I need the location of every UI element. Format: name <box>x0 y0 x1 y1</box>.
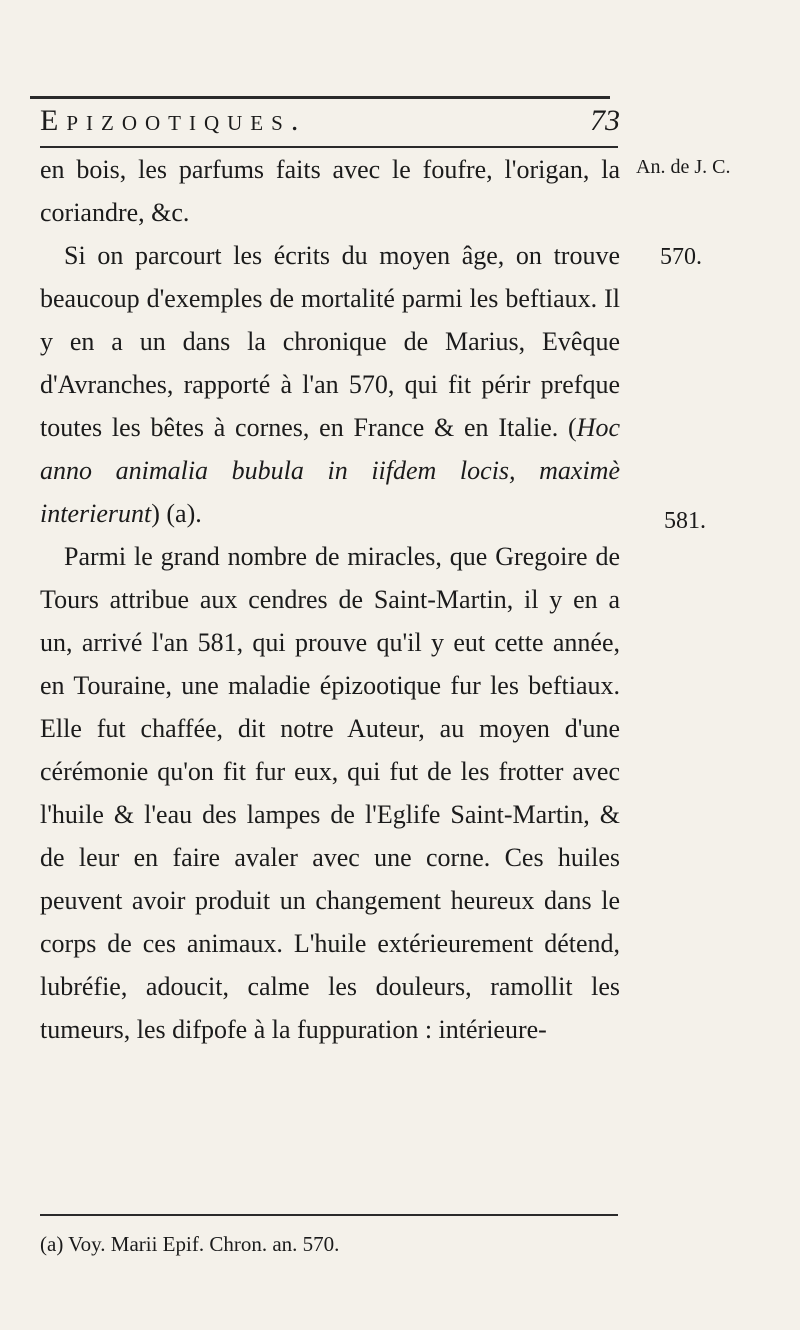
footnote: (a) Voy. Marii Epif. Chron. an. 570. <box>40 1232 340 1256</box>
margin-year-581: 581. <box>664 508 706 534</box>
footnote-reference: (a). <box>166 499 202 528</box>
paragraph-3: Parmi le grand nombre de miracles, que Gregoire de Tours attribue aux cendres de Saint-Martin, il y en a un, arrivé l'an 581, qui prouve qu'il y eut cette année, en Touraine, une maladie épizootique fur les beftiaux. Elle fut chaffée, dit notre Auteur, au moyen d'une cérémonie qu'on fit fur eux, qui fut de les frotter avec l'huile & l'eau des lampes de l'Eglife Saint-Martin, & de leur en faire avaler avec une corne. Ces huiles peuvent avoir produit un changement heureux dans le corps de ces animaux. L'huile extérieurement détend, lubréfie, adoucit, calme les douleurs, ramollit les tumeurs, les difpofe à la fuppuration : intérieure- <box>40 542 620 1044</box>
margin-heading: An. de J. C. <box>636 156 731 178</box>
page-number: 73 <box>590 104 620 137</box>
quote-close: ) <box>151 499 160 528</box>
paragraph-2-text: Si on parcourt les écrits du moyen âge, on trouve beaucoup d'exemples de mortalité parmi les beftiaux. Il y en a un dans la chronique de Marius, Evêque d'Avranches, rapporté à l'an 570, qui fit périr prefque toutes les bêtes à cornes, en France & en Italie. ( <box>40 241 620 442</box>
margin-year-570: 570. <box>660 244 702 270</box>
page-header <box>40 104 620 144</box>
paragraph-1: en bois, les parfums faits avec le foufre, l'origan, la coriandre, &c. <box>40 155 620 227</box>
latin-quote: Hoc anno animalia bubula in iifdem locis, maximè interierunt <box>40 413 620 528</box>
running-title: Epizootiques. <box>40 104 307 137</box>
footnote-rule <box>40 1214 618 1216</box>
body-text <box>40 148 620 1051</box>
paragraph-2 <box>40 234 620 535</box>
top-rule <box>30 96 610 99</box>
